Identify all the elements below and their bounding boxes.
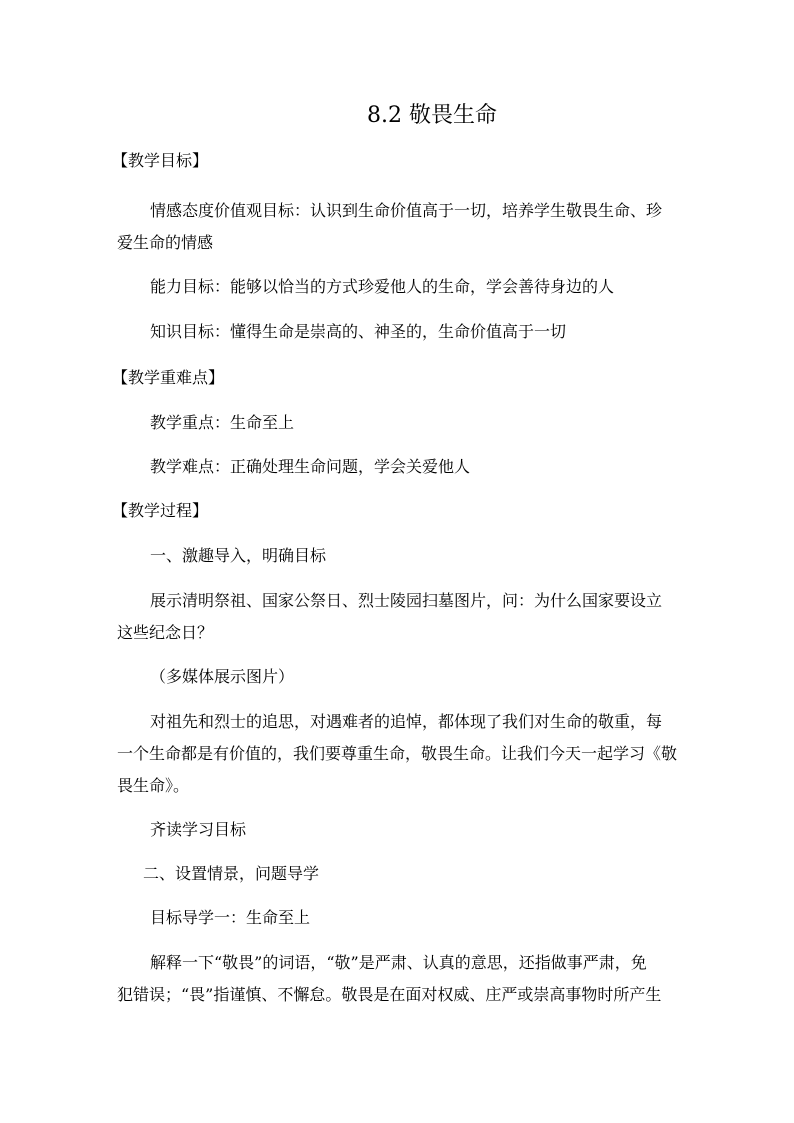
page-title: 8.2 敬畏生命 [367,103,497,128]
step-1-media-note: （多媒体展示图片） [150,667,295,686]
step-1-title: 一、激趣导入，明确目标 [150,546,327,565]
difficult-point: 教学难点：正确处理生命问题，学会关爱他人 [150,457,471,476]
step-1-para-1-line-1: 展示清明祭祖、国家公祭日、烈士陵园扫墓图片，问：为什么国家要设立 [150,591,663,610]
key-point: 教学重点：生命至上 [150,413,295,432]
key-points-heading: 【教学重难点】 [112,368,225,387]
process-heading: 【教学过程】 [112,501,209,520]
objective-1-line-1: 情感态度价值观目标：认识到生命价值高于一切，培养学生敬畏生命、珍 [150,201,663,220]
step-1-para-1-line-2: 这些纪念日？ [117,623,214,642]
step-1-para-2-line-2: 一个生命都是有价值的，我们要尊重生命，敬畏生命。让我们今天一起学习《敬 [117,744,678,763]
objective-1-line-2: 爱生命的情感 [117,233,214,252]
step-2-title: 二、设置情景，问题导学 [143,864,320,883]
objectives-heading: 【教学目标】 [112,151,209,170]
objective-2: 能力目标：能够以恰当的方式珍爱他人的生命，学会善待身边的人 [150,277,615,296]
step-2-para-line-1: 解释一下“敬畏”的词语，“敬”是严肃、认真的意思，还指做事严肃，免 [150,953,647,972]
step-1-read-objectives: 齐读学习目标 [150,820,247,839]
step-1-para-2-line-3: 畏生命》。 [117,776,190,795]
objective-3: 知识目标：懂得生命是崇高的、神圣的，生命价值高于一切 [150,322,567,341]
step-2-subtitle: 目标导学一：生命至上 [150,908,311,927]
step-1-para-2-line-1: 对祖先和烈士的追思，对遇难者的追悼，都体现了我们对生命的敬重，每 [150,712,663,731]
step-2-para-line-2: 犯错误；“畏”指谨慎、不懈怠。敬畏是在面对权威、庄严或崇高事物时所产生 [117,985,662,1004]
